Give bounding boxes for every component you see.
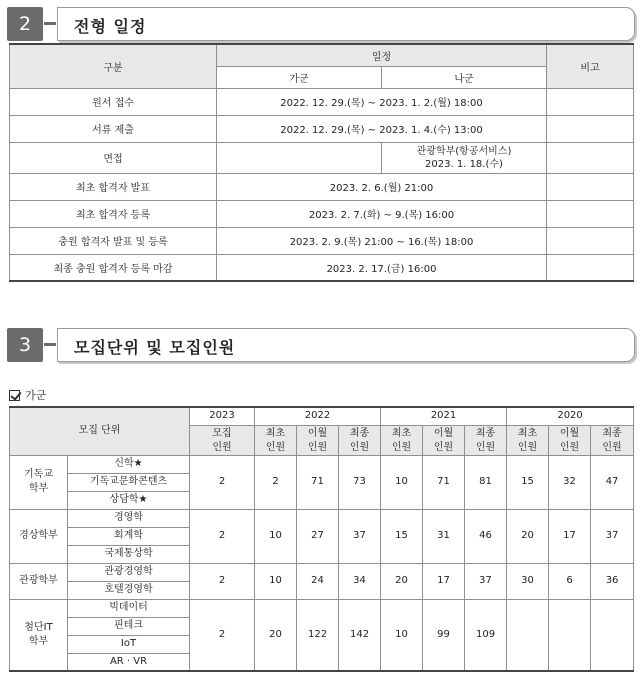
header-carry: 이월 인원 [549,425,591,455]
value-cell: 15 [507,455,549,509]
value-cell: 20 [255,599,297,671]
table-row [10,254,634,281]
header-first: 최초 인원 [381,425,423,455]
table-row [10,115,634,142]
interview-date: 2023. 1. 18.(수) [425,158,503,170]
value-cell: 17 [423,563,465,599]
value-cell: 46 [465,509,507,563]
major-name: 상담학★ [68,491,190,509]
value-cell [507,599,549,671]
value-cell: 122 [297,599,339,671]
value-cell: 15 [381,509,423,563]
header-year-2020: 2020 [507,407,634,425]
header-ga: 가군 [217,66,382,88]
header-final: 최종 인원 [465,425,507,455]
header-na: 나군 [382,66,547,88]
major-name: 경영학 [68,509,190,527]
table-row [10,142,634,173]
major-name: AR · VR [68,653,190,671]
interview-dept: 관광학부(항공서비스) [416,145,512,157]
value-cell: 109 [465,599,507,671]
row-remark [547,173,634,200]
header-schedule: 일정 [217,44,547,66]
subtitle-ga [9,387,46,403]
value-cell: 37 [339,509,381,563]
header-carry: 이월 인원 [297,425,339,455]
row-value: 2023. 2. 7.(화) ~ 9.(목) 16:00 [217,200,547,227]
value-cell: 32 [549,455,591,509]
table-row [10,599,634,617]
section-3-header [7,328,635,362]
row-label: 서류 제출 [10,115,217,142]
table-row [10,88,634,115]
value-cell: 34 [339,563,381,599]
major-name: 신학★ [68,455,190,473]
table-row [10,227,634,254]
value-cell: 10 [381,455,423,509]
section-title-box [57,328,635,362]
major-name: 호텔경영학 [68,581,190,599]
value-cell: 71 [423,455,465,509]
checkbox-icon [9,390,20,401]
value-cell: 81 [465,455,507,509]
row-value: 2023. 2. 9.(목) 21:00 ~ 16.(목) 18:00 [217,227,547,254]
enrollment-table [9,406,634,672]
header-final: 최종 인원 [591,425,634,455]
value-cell: 10 [255,563,297,599]
value-cell: 142 [339,599,381,671]
table-row [10,563,634,581]
header-first: 최초 인원 [255,425,297,455]
section-2-header [7,7,635,41]
header-year-2021: 2021 [381,407,507,425]
value-cell: 20 [381,563,423,599]
schedule-table [9,43,634,282]
group-name: 관광학부 [10,563,68,599]
major-name: 기독교문화콘텐츠 [68,473,190,491]
table-row [10,200,634,227]
header-year-2023: 2023 [190,407,255,425]
value-cell: 2 [190,599,255,671]
value-cell: 6 [549,563,591,599]
value-cell: 10 [381,599,423,671]
subtitle-text: 가군 [25,389,47,402]
section-number: 3 [7,328,43,362]
header-first: 최초 인원 [507,425,549,455]
value-cell: 36 [591,563,634,599]
value-cell: 10 [255,509,297,563]
header-remarks: 비고 [547,44,634,88]
table-row [10,173,634,200]
value-cell: 2 [190,455,255,509]
row-label: 원서 접수 [10,88,217,115]
value-cell: 71 [297,455,339,509]
major-name: 빅데이터 [68,599,190,617]
major-name: 회계학 [68,527,190,545]
section-number: 2 [7,7,43,41]
section-connector [44,22,56,25]
group-name: 경상학부 [10,509,68,563]
value-cell [591,599,634,671]
value-cell: 20 [507,509,549,563]
table-row [10,509,634,527]
group-name: 첨단IT 학부 [10,599,68,671]
major-name: IoT [68,635,190,653]
value-cell: 99 [423,599,465,671]
section-title: 모집단위 및 모집인원 [74,338,236,357]
value-cell: 47 [591,455,634,509]
row-remark [547,200,634,227]
row-remark [547,88,634,115]
row-value-ga [217,142,382,173]
row-remark [547,115,634,142]
value-cell: 37 [591,509,634,563]
group-name: 기독교 학부 [10,455,68,509]
row-label: 면접 [10,142,217,173]
header-year-2022: 2022 [255,407,381,425]
row-label: 최초 합격자 발표 [10,173,217,200]
major-name: 국제통상학 [68,545,190,563]
row-remark [547,227,634,254]
row-value: 2023. 2. 17.(금) 16:00 [217,254,547,281]
row-label: 충원 합격자 발표 및 등록 [10,227,217,254]
section-connector [44,343,56,346]
value-cell: 30 [507,563,549,599]
value-cell: 24 [297,563,339,599]
value-cell: 17 [549,509,591,563]
section-title: 전형 일정 [74,17,147,36]
row-remark [547,254,634,281]
header-carry: 이월 인원 [423,425,465,455]
major-name: 관광경영학 [68,563,190,581]
row-label: 최종 충원 합격자 등록 마감 [10,254,217,281]
header-final: 최종 인원 [339,425,381,455]
value-cell: 2 [190,563,255,599]
header-category: 구분 [10,44,217,88]
enrollment-body [10,455,634,671]
value-cell: 73 [339,455,381,509]
value-cell: 2 [190,509,255,563]
header-quota: 모집 인원 [190,425,255,455]
row-label: 최초 합격자 등록 [10,200,217,227]
table-row [10,455,634,473]
major-name: 핀테크 [68,617,190,635]
row-value: 2022. 12. 29.(목) ~ 2023. 1. 2.(월) 18:00 [217,88,547,115]
row-value-na [382,142,547,173]
value-cell: 37 [465,563,507,599]
row-remark [547,142,634,173]
value-cell: 27 [297,509,339,563]
section-title-box [57,7,635,41]
value-cell [549,599,591,671]
value-cell: 2 [255,455,297,509]
row-value: 2022. 12. 29.(목) ~ 2023. 1. 4.(수) 13:00 [217,115,547,142]
value-cell: 31 [423,509,465,563]
header-unit: 모집 단위 [10,407,190,455]
row-value: 2023. 2. 6.(월) 21:00 [217,173,547,200]
